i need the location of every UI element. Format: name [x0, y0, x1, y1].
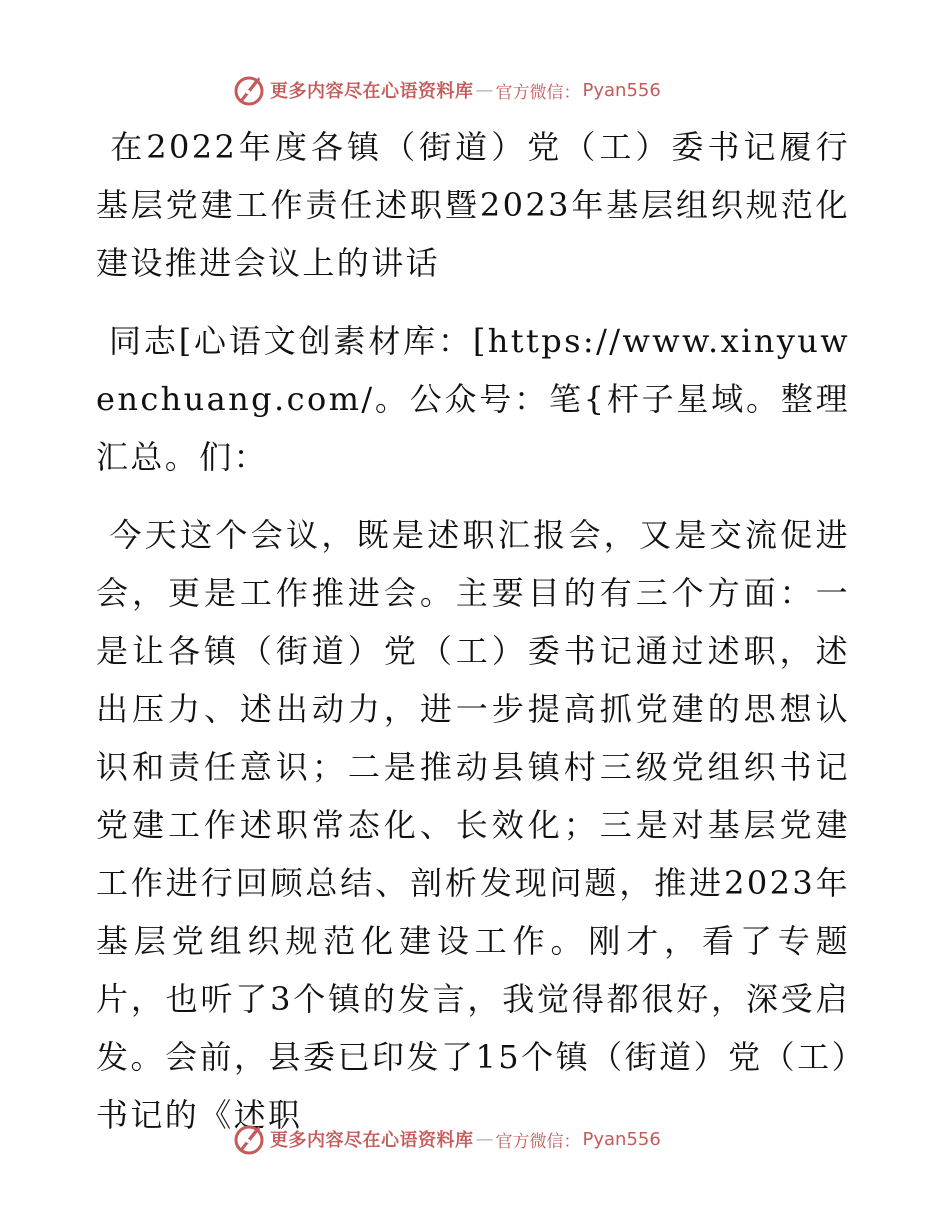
banner-separator: —	[475, 79, 494, 101]
document-title: 在2022年度各镇（街道）党（工）委书记履行基层党建工作责任述职暨2023年基层组织规范化建设推进会议上的讲话	[96, 128, 850, 282]
footer-banner	[232, 1121, 661, 1157]
pen-nib-circle-icon	[232, 73, 266, 107]
banner-slogan: 更多内容尽在心语资料库	[270, 1130, 474, 1151]
banner-separator: —	[475, 1128, 494, 1150]
document-greeting: 同志[心语文创素材库：[https://www.xinyuwenchuang.com/。公众号：笔{杆子星域。整理汇总。们：	[96, 322, 850, 476]
banner-wechat-id: Pyan556	[582, 79, 661, 101]
document-paragraph: 今天这个会议，既是述职汇报会，又是交流促进会，更是工作推进会。主要目的有三个方面：一是让各镇（街道）党（工）委书记通过述职，述出压力、述出动力，进一步提高抓党建的思想认识和责任意识；二是推动县镇村三级党组织书记党建工作述职常态化、长效化；三是对基层党建工作进行回顾总结、剖析发现问题，推进2023年基层党组织规范化建设工作。刚才，看了专题片，也听了3个镇的发言，我觉得都很好，深受启发。会前，县委已印发了15个镇（街道）党（工）书记的《述职	[96, 516, 850, 1134]
header-banner	[232, 72, 661, 108]
banner-slogan: 更多内容尽在心语资料库	[270, 81, 474, 102]
banner-official-label: 官方微信：	[495, 1131, 581, 1152]
document-body	[96, 118, 850, 1144]
banner-official-label: 官方微信：	[495, 82, 581, 103]
pen-nib-circle-icon	[232, 1122, 266, 1156]
banner-wechat-id: Pyan556	[582, 1128, 661, 1150]
